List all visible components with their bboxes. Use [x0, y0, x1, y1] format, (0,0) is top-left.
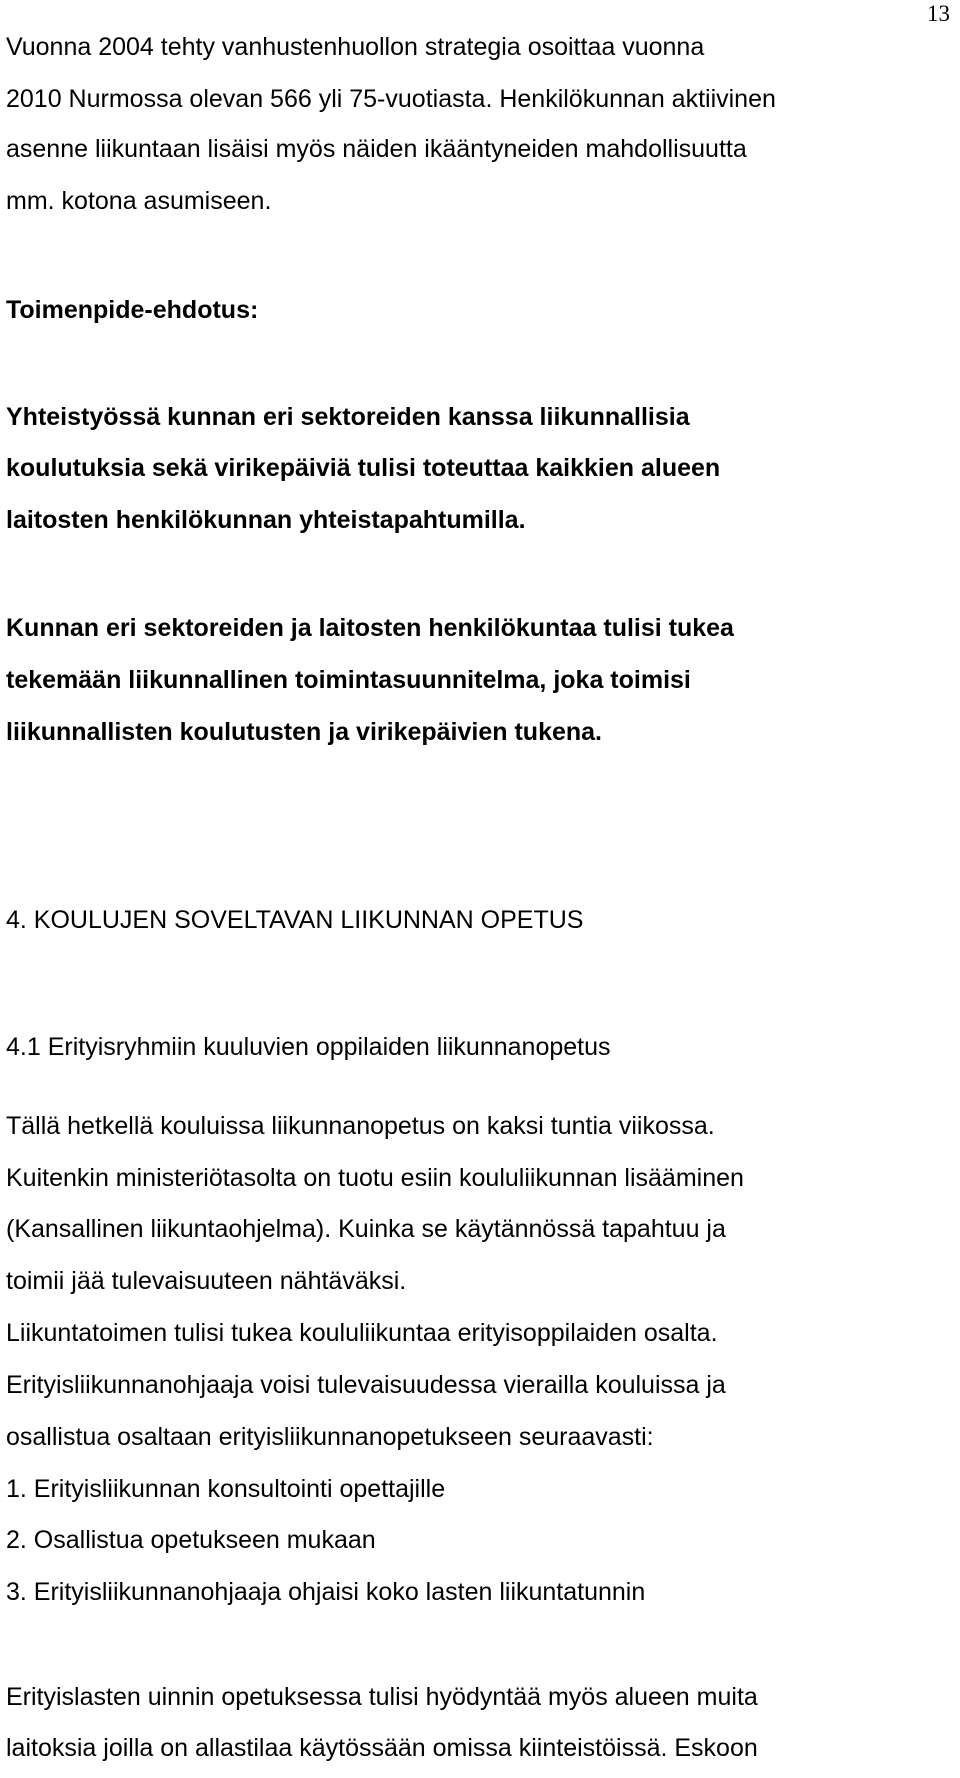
body-line: Kuitenkin ministeriötasolta on tuotu esiin koululiikunnan lisääminen — [6, 1164, 744, 1192]
body-line: Tällä hetkellä kouluissa liikunnanopetus on kaksi tuntia viikossa. — [6, 1112, 715, 1140]
proposal-paragraph-line: tekemään liikunnallinen toimintasuunnitelma, joka toimisi — [6, 666, 691, 694]
list-item: 2. Osallistua opetukseen mukaan — [6, 1526, 376, 1554]
proposal-paragraph-line: laitosten henkilökunnan yhteistapahtumilla. — [6, 506, 526, 534]
proposal-heading: Toimenpide-ehdotus: — [6, 296, 259, 324]
page-number: 13 — [927, 1, 950, 26]
intro-line: Vuonna 2004 tehty vanhustenhuollon strategia osoittaa vuonna — [6, 33, 705, 61]
list-item: 1. Erityisliikunnan konsultointi opettajille — [6, 1475, 446, 1503]
subsection-heading: 4.1 Erityisryhmiin kuuluvien oppilaiden liikunnanopetus — [6, 1033, 611, 1061]
intro-line: mm. kotona asumiseen. — [6, 187, 272, 215]
body-line: toimii jää tulevaisuuteen nähtäväksi. — [6, 1267, 407, 1295]
body-line: Liikuntatoimen tulisi tukea koululiikuntaa erityisoppilaiden osalta. — [6, 1319, 718, 1347]
proposal-paragraph-line: liikunnallisten koulutusten ja virikepäivien tukena. — [6, 718, 602, 746]
body-line: laitoksia joilla on allastilaa käytössään omissa kiinteistöissä. Eskoon — [6, 1734, 758, 1762]
proposal-paragraph-line: Kunnan eri sektoreiden ja laitosten henkilökuntaa tulisi tukea — [6, 614, 734, 642]
section-heading: 4. KOULUJEN SOVELTAVAN LIIKUNNAN OPETUS — [6, 906, 584, 934]
intro-line: 2010 Nurmossa olevan 566 yli 75-vuotiasta. Henkilökunnan aktiivinen — [6, 85, 776, 113]
body-line: (Kansallinen liikuntaohjelma). Kuinka se käytännössä tapahtuu ja — [6, 1215, 726, 1243]
intro-line: asenne liikuntaan lisäisi myös näiden ikääntyneiden mahdollisuutta — [6, 135, 747, 163]
body-line: Erityisliikunnanohjaaja voisi tulevaisuudessa vierailla kouluissa ja — [6, 1371, 726, 1399]
body-line: Erityislasten uinnin opetuksessa tulisi hyödyntää myös alueen muita — [6, 1683, 758, 1711]
body-line: osallistua osaltaan erityisliikunnanopetukseen seuraavasti: — [6, 1423, 654, 1451]
proposal-paragraph-line: Yhteistyössä kunnan eri sektoreiden kanssa liikunnallisia — [6, 403, 690, 431]
list-item: 3. Erityisliikunnanohjaaja ohjaisi koko lasten liikuntatunnin — [6, 1578, 646, 1606]
proposal-paragraph-line: koulutuksia sekä virikepäiviä tulisi toteuttaa kaikkien alueen — [6, 454, 721, 482]
